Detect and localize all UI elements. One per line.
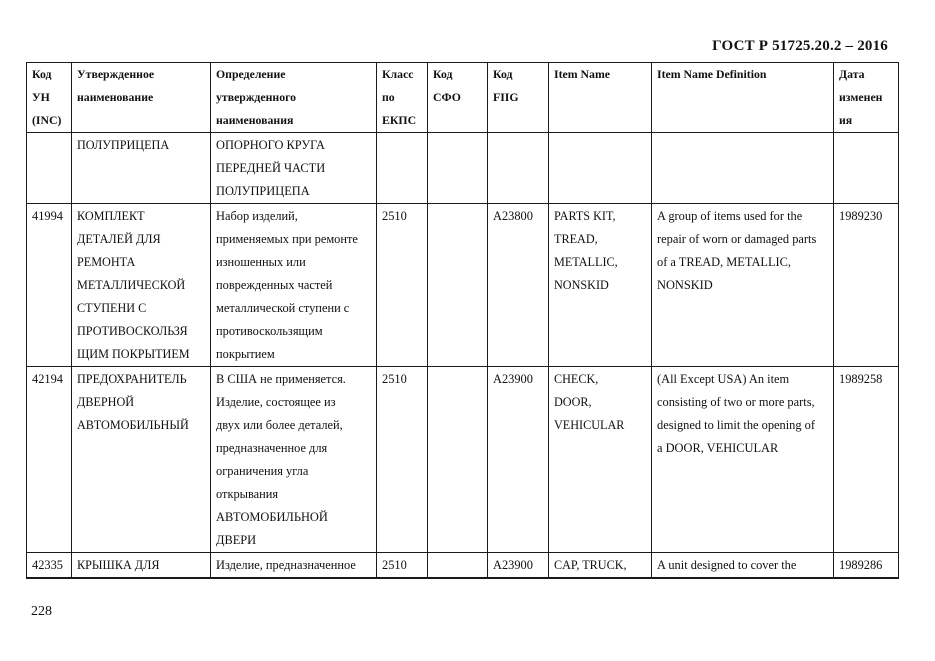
sfo-cell (428, 553, 488, 579)
class-cell: 2510 (377, 204, 428, 367)
item-name-cell (549, 133, 652, 204)
class-cell: 2510 (377, 367, 428, 553)
column-header-code-un: Код УН (INC) (27, 63, 72, 133)
table-row (27, 204, 899, 367)
sfo-cell (428, 367, 488, 553)
date-cell: 1989258 (834, 367, 899, 553)
table-header (27, 63, 899, 133)
code-cell: 42335 (27, 553, 72, 579)
fiig-cell (488, 133, 549, 204)
document-standard-header: ГОСТ Р 51725.20.2 – 2016 (712, 38, 888, 54)
definition-cell: Изделие, предназначенное (211, 553, 377, 579)
column-header-ekps-class: Класс по ЕКПС (377, 63, 428, 133)
column-header-item-name: Item Name (549, 63, 652, 133)
fiig-cell: A23800 (488, 204, 549, 367)
item-definition-cell: (All Except USA) An item consisting of two or more parts, designed to limit the opening of a DOOR, VEHICULAR (652, 367, 834, 553)
table-row (27, 367, 899, 553)
class-cell (377, 133, 428, 204)
sfo-cell (428, 204, 488, 367)
item-name-cell: CAP, TRUCK, (549, 553, 652, 579)
definition-cell: В США не применяется. Изделие, состоящее из двух или более деталей, предназначенное для ограничения угла открывания АВТОМОБИЛЬНОЙ ДВЕРИ (211, 367, 377, 553)
name-cell: КРЫШКА ДЛЯ (72, 553, 211, 579)
table-row (27, 553, 899, 579)
item-name-cell: CHECK, DOOR, VEHICULAR (549, 367, 652, 553)
sfo-cell (428, 133, 488, 204)
table-row (27, 133, 899, 204)
fiig-cell: A23900 (488, 553, 549, 579)
column-header-name-definition: Определение утвержденного наименования (211, 63, 377, 133)
code-cell (27, 133, 72, 204)
column-header-item-name-definition: Item Name Definition (652, 63, 834, 133)
date-cell (834, 133, 899, 204)
name-cell: КОМПЛЕКТ ДЕТАЛЕЙ ДЛЯ РЕМОНТА МЕТАЛЛИЧЕСКОЙ СТУПЕНИ С ПРОТИВОСКОЛЬЗЯ ЩИМ ПОКРЫТИЕМ (72, 204, 211, 367)
code-cell: 42194 (27, 367, 72, 553)
item-definition-cell (652, 133, 834, 204)
item-definition-cell: A group of items used for the repair of worn or damaged parts of a TREAD, METALLIC, NONSKID (652, 204, 834, 367)
date-cell: 1989230 (834, 204, 899, 367)
header-row (27, 63, 899, 133)
table-body (27, 133, 899, 579)
column-header-sfo-code: Код СФО (428, 63, 488, 133)
date-cell: 1989286 (834, 553, 899, 579)
definition-cell: ОПОРНОГО КРУГА ПЕРЕДНЕЙ ЧАСТИ ПОЛУПРИЦЕПА (211, 133, 377, 204)
item-definition-cell: A unit designed to cover the (652, 553, 834, 579)
item-name-register-table (26, 62, 899, 579)
column-header-change-date: Дата изменен ия (834, 63, 899, 133)
item-name-cell: PARTS KIT, TREAD, METALLIC, NONSKID (549, 204, 652, 367)
fiig-cell: A23900 (488, 367, 549, 553)
page-number: 228 (31, 604, 52, 619)
column-header-approved-name: Утвержденное наименование (72, 63, 211, 133)
name-cell: ПРЕДОХРАНИТЕЛЬ ДВЕРНОЙ АВТОМОБИЛЬНЫЙ (72, 367, 211, 553)
column-header-fiig-code: Код FIIG (488, 63, 549, 133)
class-cell: 2510 (377, 553, 428, 579)
code-cell: 41994 (27, 204, 72, 367)
definition-cell: Набор изделий, применяемых при ремонте изношенных или поврежденных частей металлической ступени с противоскользящим покрытием (211, 204, 377, 367)
name-cell: ПОЛУПРИЦЕПА (72, 133, 211, 204)
